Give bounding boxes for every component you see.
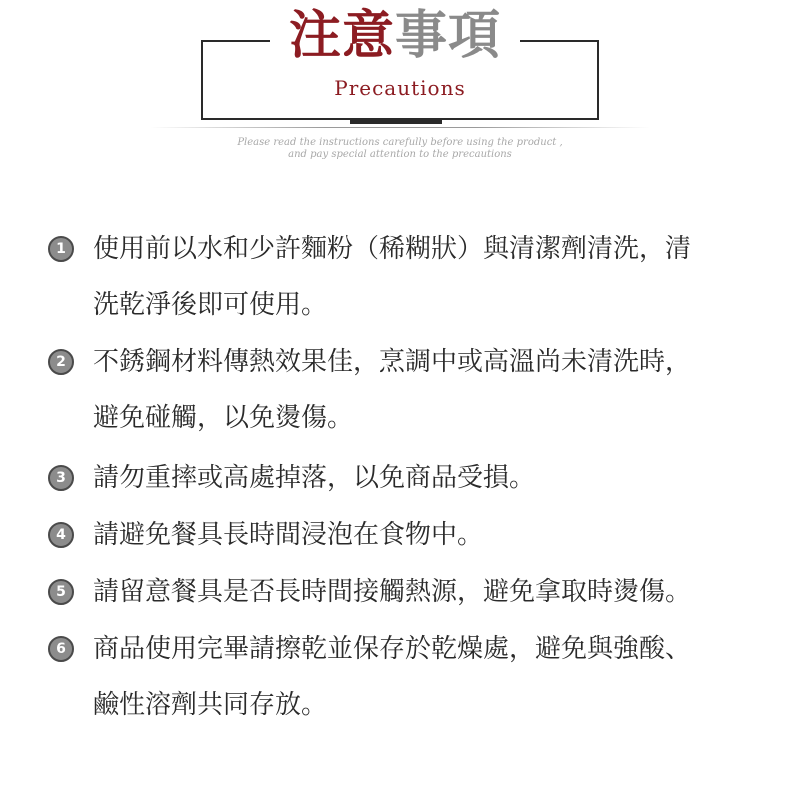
item-4-line-1: 請避免餐具長時間浸泡在食物中。 (93, 520, 484, 550)
instruction-note (150, 137, 650, 161)
item-6-line-1: 商品使用完畢請擦乾並保存於乾燥處，避免與強酸、 (93, 634, 692, 664)
number-badge-1: 1 (48, 236, 74, 262)
subtitle: Precautions (334, 76, 466, 100)
note-line-1: Please read the instructions carefully before using the product , (237, 137, 563, 148)
item-text-3 (93, 461, 765, 495)
number-badge-5: 5 (48, 579, 74, 605)
item-1-line-2: 洗乾淨後即可使用。 (93, 290, 328, 320)
page-title (270, 6, 520, 66)
item-6-line-2: 鹼性溶劑共同存放。 (93, 690, 328, 720)
item-5-line-1: 請留意餐具是否長時間接觸熱源，避免拿取時燙傷。 (93, 577, 692, 607)
title-underline-bar (350, 118, 442, 124)
item-text-4 (93, 518, 765, 552)
divider-line (150, 127, 650, 128)
item-text-6 (93, 632, 765, 720)
item-text-1 (93, 232, 765, 320)
item-2-line-1: 不銹鋼材料傳熱效果佳，烹調中或高溫尚未清洗時， (93, 347, 692, 377)
title-part-red: 注意 (288, 5, 395, 66)
number-badge-3: 3 (48, 465, 74, 491)
number-badge-4: 4 (48, 522, 74, 548)
item-3-line-1: 請勿重摔或高處掉落，以免商品受損。 (93, 463, 536, 493)
precautions-header (0, 0, 801, 170)
item-text-2 (93, 345, 765, 433)
item-text-5 (93, 575, 765, 609)
number-badge-2: 2 (48, 349, 74, 375)
title-part-grey: 事項 (395, 5, 502, 66)
note-line-2: and pay special attention to the precautions (288, 149, 512, 160)
item-1-line-1: 使用前以水和少許麵粉（稀糊狀）與清潔劑清洗，清 (93, 234, 692, 264)
item-2-line-2: 避免碰觸，以免燙傷。 (93, 403, 354, 433)
number-badge-6: 6 (48, 636, 74, 662)
